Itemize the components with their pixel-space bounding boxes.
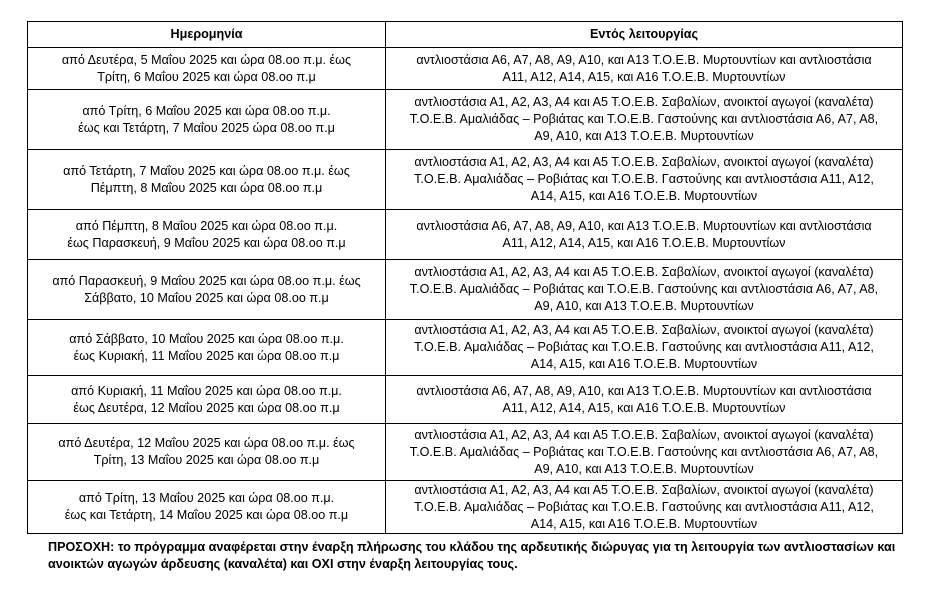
table-row	[28, 481, 903, 534]
date-cell: από Τρίτη, 6 Μαΐου 2025 και ώρα 08.οο π.μ. έως και Τετάρτη, 7 Μαΐου 2025 ώρα 08.οο π.μ	[28, 90, 386, 150]
table-row	[28, 376, 903, 424]
operation-cell: αντλιοστάσια Α6, Α7, Α8, Α9, Α10, και Α13 Τ.Ο.Ε.Β. Μυρτουντίων και αντλιοστάσια Α11, Α12, Α14, Α15, και Α16 Τ.Ο.Ε.Β. Μυρτουντίων	[386, 48, 903, 90]
table-row	[28, 48, 903, 90]
irrigation-schedule-table	[27, 21, 903, 534]
operation-cell: αντλιοστάσια Α1, Α2, Α3, Α4 και Α5 Τ.Ο.Ε.Β. Σαβαλίων, ανοικτοί αγωγοί (καναλέτα) Τ.Ο.Ε.Β. Αμαλιάδας – Ροβιάτας και Τ.Ο.Ε.Β. Γαστούνης και αντλιοστάσια Α6, Α7, Α8, Α9, Α10, και Α13 Τ.Ο.Ε.Β. Μυρτουντίων	[386, 260, 903, 320]
header-operation: Εντός λειτουργίας	[386, 22, 903, 48]
date-cell: από Κυριακή, 11 Μαΐου 2025 και ώρα 08.οο π.μ. έως Δευτέρα, 12 Μαΐου 2025 και ώρα 08.οο π.μ	[28, 376, 386, 424]
table-row	[28, 260, 903, 320]
operation-cell: αντλιοστάσια Α1, Α2, Α3, Α4 και Α5 Τ.Ο.Ε.Β. Σαβαλίων, ανοικτοί αγωγοί (καναλέτα) Τ.Ο.Ε.Β. Αμαλιάδας – Ροβιάτας και Τ.Ο.Ε.Β. Γαστούνης και αντλιοστάσια Α11, Α12, Α14, Α15, και Α16 Τ.Ο.Ε.Β. Μυρτουντίων	[386, 150, 903, 210]
operation-cell: αντλιοστάσια Α6, Α7, Α8, Α9, Α10, και Α13 Τ.Ο.Ε.Β. Μυρτουντίων και αντλιοστάσια Α11, Α12, Α14, Α15, και Α16 Τ.Ο.Ε.Β. Μυρτουντίων	[386, 210, 903, 260]
table-header-row	[28, 22, 903, 48]
date-cell: από Πέμπτη, 8 Μαΐου 2025 και ώρα 08.οο π.μ. έως Παρασκευή, 9 Μαΐου 2025 και ώρα 08.οο π.μ	[28, 210, 386, 260]
header-date: Ημερομηνία	[28, 22, 386, 48]
date-cell: από Τετάρτη, 7 Μαΐου 2025 και ώρα 08.οο π.μ. έως Πέμπτη, 8 Μαΐου 2025 και ώρα 08.οο π.μ	[28, 150, 386, 210]
operation-cell: αντλιοστάσια Α1, Α2, Α3, Α4 και Α5 Τ.Ο.Ε.Β. Σαβαλίων, ανοικτοί αγωγοί (καναλέτα) Τ.Ο.Ε.Β. Αμαλιάδας – Ροβιάτας και Τ.Ο.Ε.Β. Γαστούνης και αντλιοστάσια Α11, Α12, Α14, Α15, και Α16 Τ.Ο.Ε.Β. Μυρτουντίων	[386, 320, 903, 376]
table-row	[28, 150, 903, 210]
table-row	[28, 424, 903, 481]
table-row	[28, 210, 903, 260]
operation-cell: αντλιοστάσια Α1, Α2, Α3, Α4 και Α5 Τ.Ο.Ε.Β. Σαβαλίων, ανοικτοί αγωγοί (καναλέτα) Τ.Ο.Ε.Β. Αμαλιάδας – Ροβιάτας και Τ.Ο.Ε.Β. Γαστούνης και αντλιοστάσια Α6, Α7, Α8, Α9, Α10, και Α13 Τ.Ο.Ε.Β. Μυρτουντίων	[386, 424, 903, 481]
date-cell: από Τρίτη, 13 Μαΐου 2025 και ώρα 08.οο π.μ. έως και Τετάρτη, 14 Μαΐου 2025 και ώρα 08.οο π.μ	[28, 481, 386, 534]
table-row	[28, 320, 903, 376]
attention-note: ΠΡΟΣΟΧΗ: το πρόγραμμα αναφέρεται στην έναρξη πλήρωσης του κλάδου της αρδευτικής διώρυγας για τη λειτουργία των αντλιοστασίων και ανοικτών αγωγών άρδευσης (καναλέτα) και ΟΧΙ στην έναρξη λειτουργίας τους.	[48, 540, 896, 571]
operation-cell: αντλιοστάσια Α1, Α2, Α3, Α4 και Α5 Τ.Ο.Ε.Β. Σαβαλίων, ανοικτοί αγωγοί (καναλέτα) Τ.Ο.Ε.Β. Αμαλιάδας – Ροβιάτας και Τ.Ο.Ε.Β. Γαστούνης και αντλιοστάσια Α11, Α12, Α14, Α15, και Α16 Τ.Ο.Ε.Β. Μυρτουντίων	[386, 481, 903, 534]
date-cell: από Δευτέρα, 12 Μαΐου 2025 και ώρα 08.οο π.μ. έως Τρίτη, 13 Μαΐου 2025 και ώρα 08.οο π.μ	[28, 424, 386, 481]
table-row	[28, 90, 903, 150]
operation-cell: αντλιοστάσια Α6, Α7, Α8, Α9, Α10, και Α13 Τ.Ο.Ε.Β. Μυρτουντίων και αντλιοστάσια Α11, Α12, Α14, Α15, και Α16 Τ.Ο.Ε.Β. Μυρτουντίων	[386, 376, 903, 424]
date-cell: από Σάββατο, 10 Μαΐου 2025 και ώρα 08.οο π.μ. έως Κυριακή, 11 Μαΐου 2025 και ώρα 08.οο π.μ	[28, 320, 386, 376]
operation-cell: αντλιοστάσια Α1, Α2, Α3, Α4 και Α5 Τ.Ο.Ε.Β. Σαβαλίων, ανοικτοί αγωγοί (καναλέτα) Τ.Ο.Ε.Β. Αμαλιάδας – Ροβιάτας και Τ.Ο.Ε.Β. Γαστούνης και αντλιοστάσια Α6, Α7, Α8, Α9, Α10, και Α13 Τ.Ο.Ε.Β. Μυρτουντίων	[386, 90, 903, 150]
date-cell: από Δευτέρα, 5 Μαΐου 2025 και ώρα 08.οο π.μ. έως Τρίτη, 6 Μαΐου 2025 και ώρα 08.οο π.μ	[28, 48, 386, 90]
date-cell: από Παρασκευή, 9 Μαΐου 2025 και ώρα 08.οο π.μ. έως Σάββατο, 10 Μαΐου 2025 και ώρα 08.οο π.μ	[28, 260, 386, 320]
